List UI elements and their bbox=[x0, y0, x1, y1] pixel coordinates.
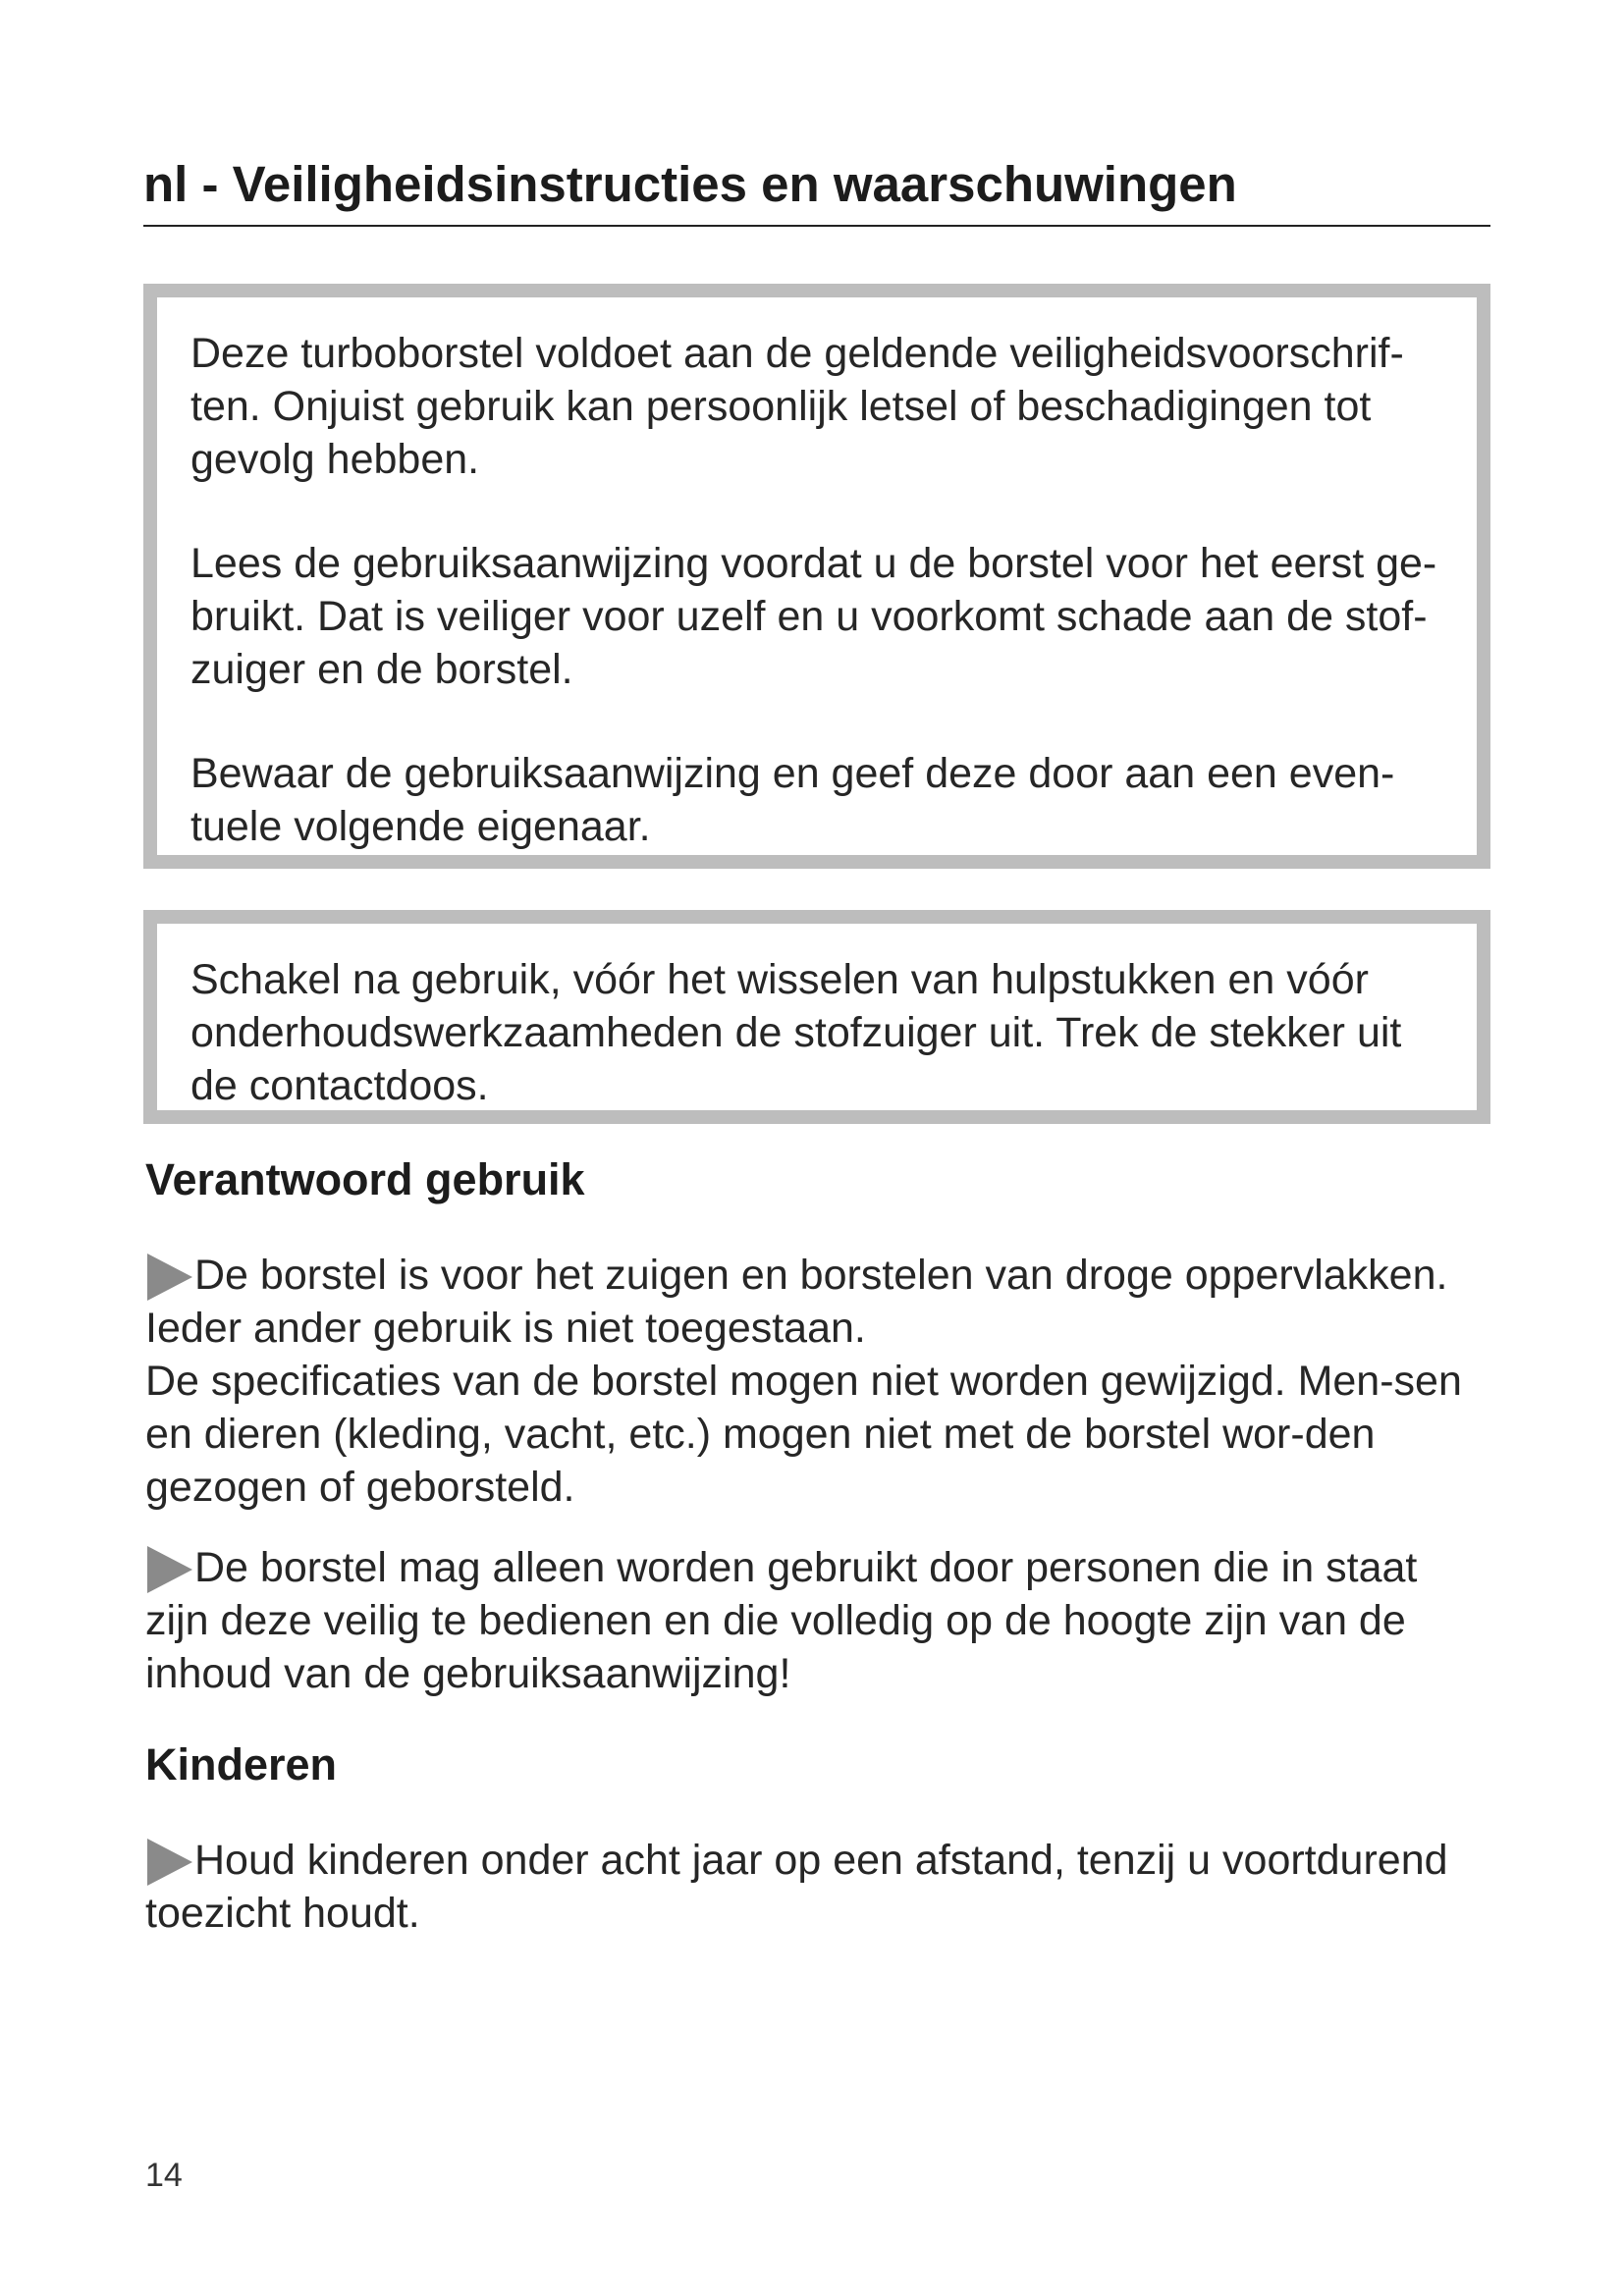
safety-notice-paragraph: Bewaar de gebruiksaanwijzing en geef deze door aan een even-tuele volgende eigenaar. bbox=[190, 750, 1395, 850]
section-heading-children: Kinderen bbox=[145, 1739, 338, 1789]
list-item-text: De specificaties van de borstel mogen niet worden gewijzigd. Men-sen en dieren (kleding, vacht, etc.) mogen niet met de borstel wor-den gezogen of geborsteld. bbox=[145, 1358, 1462, 1511]
triangle-right-icon bbox=[147, 1254, 192, 1301]
manual-page bbox=[143, 0, 1490, 2296]
title-divider bbox=[143, 225, 1490, 227]
triangle-right-icon bbox=[147, 1546, 192, 1593]
page-title: nl - Veiligheidsinstructies en waarschuwingen bbox=[143, 156, 1237, 212]
power-off-notice-paragraph: Schakel na gebruik, vóór het wisselen van hulpstukken en vóór onderhoudswerkzaamheden de stofzuiger uit. Trek de stekker uit de contactdoos. bbox=[190, 956, 1402, 1109]
section-heading-responsible-use: Verantwoord gebruik bbox=[145, 1154, 585, 1204]
safety-notice-paragraph: Deze turboborstel voldoet aan de geldende veiligheidsvoorschrif-ten. Onjuist gebruik kan persoonlijk letsel of beschadigingen tot gevolg hebben. bbox=[190, 330, 1404, 483]
safety-notice-box bbox=[143, 284, 1490, 869]
list-item-text: De borstel mag alleen worden gebruikt door personen die in staat zijn deze veilig te bedienen en die volledig op de hoogte zijn van de inhoud van de gebruiksaanwijzing! bbox=[145, 1544, 1418, 1697]
page-number: 14 bbox=[145, 2157, 183, 2194]
list-item bbox=[145, 1249, 1490, 1355]
list-item bbox=[145, 1355, 1490, 1514]
list-item bbox=[145, 1834, 1490, 1940]
list-item bbox=[145, 1541, 1490, 1700]
triangle-right-icon bbox=[147, 1839, 192, 1886]
list-item-text: De borstel is voor het zuigen en borstelen van droge oppervlakken. Ieder ander gebruik is niet toegestaan. bbox=[145, 1252, 1448, 1352]
safety-notice-paragraph: Lees de gebruiksaanwijzing voordat u de borstel voor het eerst ge-bruikt. Dat is veiliger voor uzelf en u voorkomt schade aan de stof-zuiger en de borstel. bbox=[190, 540, 1437, 693]
list-item-text: Houd kinderen onder acht jaar op een afstand, tenzij u voortdurend toezicht houdt. bbox=[145, 1837, 1448, 1937]
power-off-notice-box bbox=[143, 910, 1490, 1124]
